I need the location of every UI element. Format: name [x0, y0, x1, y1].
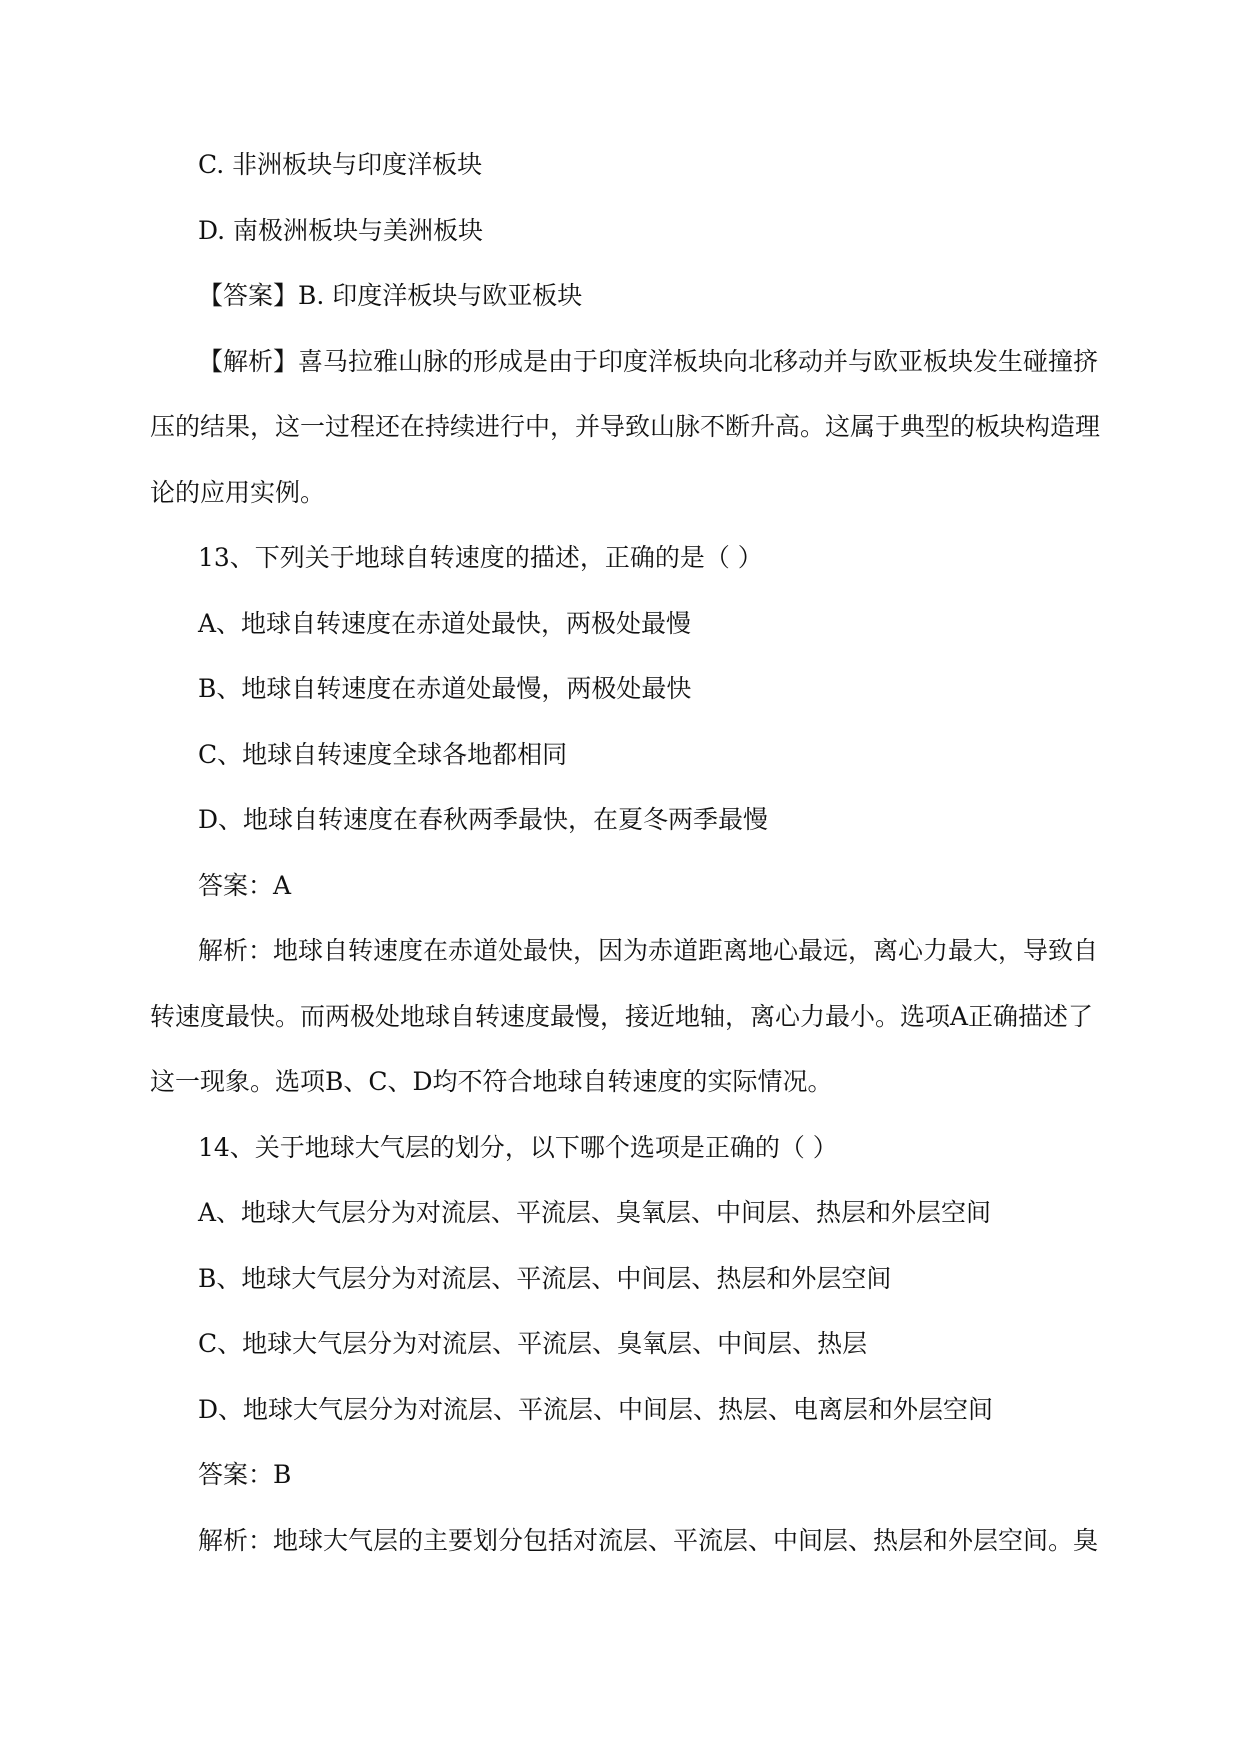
q13-answer: 答案：A [198, 871, 292, 900]
q13-question: 13、下列关于地球自转速度的描述，正确的是（ ） [198, 543, 763, 572]
q13-analysis-line-3: 这一现象。选项B、C、D均不符合地球自转速度的实际情况。 [150, 1067, 833, 1096]
q14-question: 14、关于地球大气层的划分，以下哪个选项是正确的（ ） [198, 1133, 838, 1162]
q13-analysis-line-2: 转速度最快。而两极处地球自转速度最慢，接近地轴，离心力最小。选项A正确描述了 [150, 1002, 1094, 1031]
q13-option-b: B、地球自转速度在赤道处最慢，两极处最快 [198, 674, 692, 703]
q14-option-a: A、地球大气层分为对流层、平流层、臭氧层、中间层、热层和外层空间 [198, 1198, 992, 1227]
q14-option-d: D、地球大气层分为对流层、平流层、中间层、热层、电离层和外层空间 [198, 1395, 994, 1424]
q14-analysis-line-1: 解析：地球大气层的主要划分包括对流层、平流层、中间层、热层和外层空间。臭 [198, 1526, 1099, 1555]
q13-analysis-line-1: 解析：地球自转速度在赤道处最快，因为赤道距离地心最远，离心力最大，导致自 [198, 936, 1099, 965]
q12-option-c: C. 非洲板块与印度洋板块 [198, 150, 483, 179]
q14-option-c: C、地球大气层分为对流层、平流层、臭氧层、中间层、热层 [198, 1329, 868, 1358]
q13-option-d: D、地球自转速度在春秋两季最快，在夏冬两季最慢 [198, 805, 769, 834]
q12-option-d: D. 南极洲板块与美洲板块 [198, 216, 484, 245]
q13-option-a: A、地球自转速度在赤道处最快，两极处最慢 [198, 609, 692, 638]
q12-analysis-line-1: 【解析】喜马拉雅山脉的形成是由于印度洋板块向北移动并与欧亚板块发生碰撞挤 [198, 347, 1099, 376]
q12-answer: 【答案】B. 印度洋板块与欧亚板块 [198, 281, 583, 310]
q12-analysis-line-3: 论的应用实例。 [150, 478, 326, 507]
q14-answer: 答案：B [198, 1460, 292, 1489]
q14-option-b: B、地球大气层分为对流层、平流层、中间层、热层和外层空间 [198, 1264, 892, 1293]
q12-analysis-line-2: 压的结果，这一过程还在持续进行中，并导致山脉不断升高。这属于典型的板块构造理 [150, 412, 1101, 441]
q13-option-c: C、地球自转速度全球各地都相同 [198, 740, 568, 769]
